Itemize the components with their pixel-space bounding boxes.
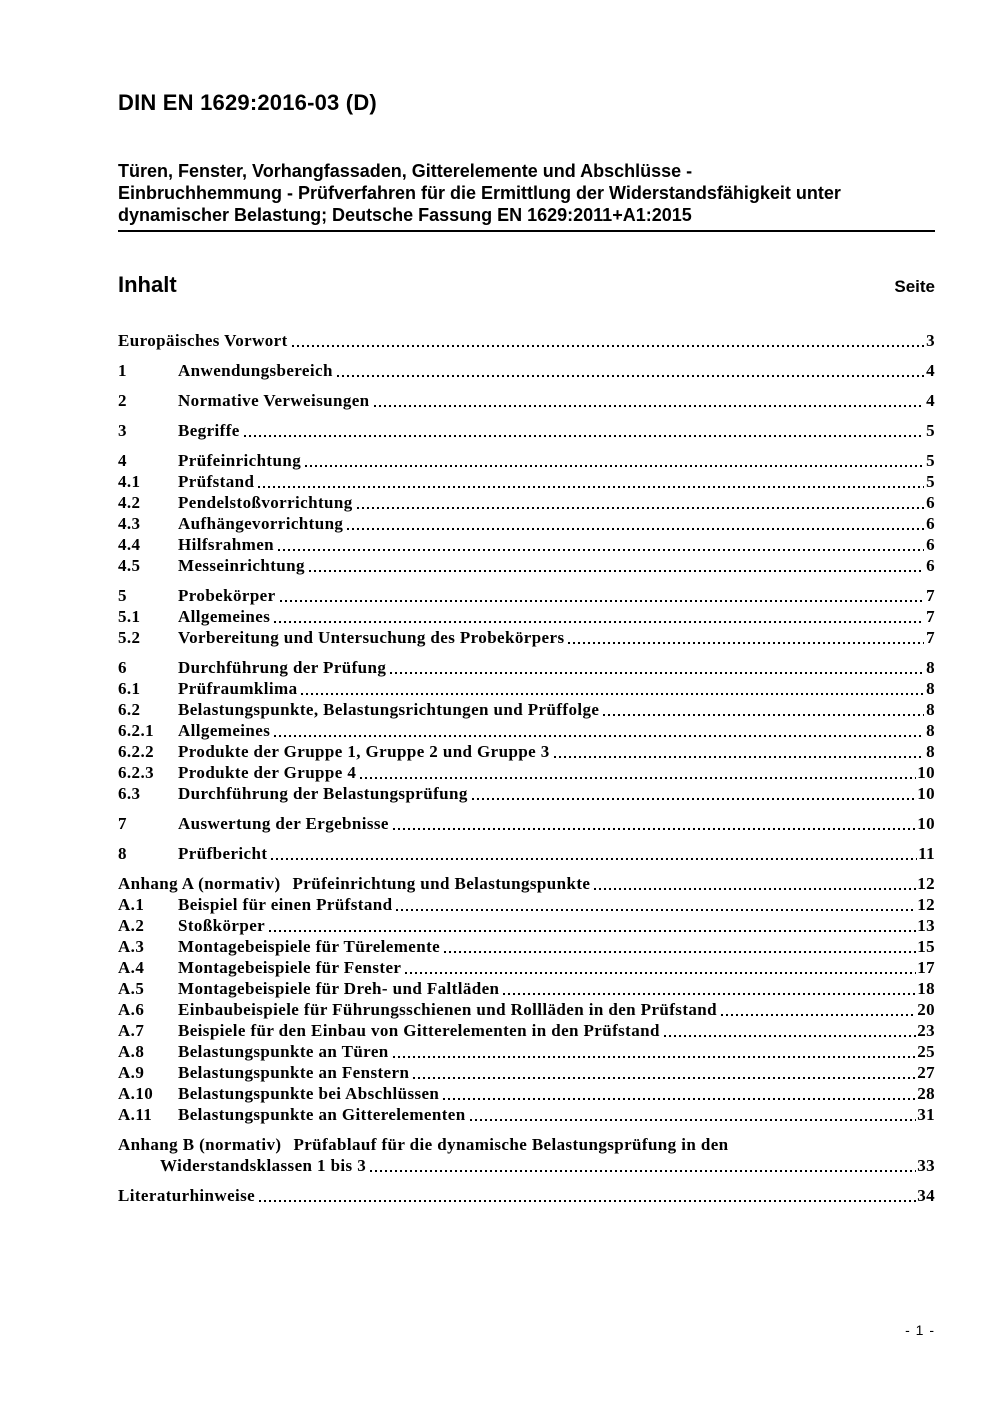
toc-entry-page: 10 bbox=[917, 784, 935, 803]
toc-entry-page: 28 bbox=[917, 1084, 935, 1103]
toc-entry-line bbox=[118, 783, 935, 804]
toc-entry bbox=[118, 783, 935, 804]
toc-entry-number: A.9 bbox=[118, 1063, 145, 1082]
toc-entry-line bbox=[118, 450, 935, 471]
toc-entry-line bbox=[118, 894, 935, 915]
dot-leader bbox=[301, 693, 924, 695]
toc-entry bbox=[118, 360, 935, 381]
dot-leader bbox=[413, 1077, 916, 1079]
toc-entry-page: 17 bbox=[917, 958, 935, 977]
dot-leader bbox=[278, 549, 924, 551]
toc-entry-line bbox=[118, 606, 935, 627]
toc-entry bbox=[118, 873, 935, 894]
toc-entry-title: Anwendungsbereich bbox=[178, 361, 333, 380]
dot-leader bbox=[390, 672, 924, 674]
document-code: DIN EN 1629:2016-03 (D) bbox=[118, 90, 377, 115]
toc-entry-number: 6 bbox=[118, 658, 127, 677]
header-divider bbox=[118, 230, 935, 232]
toc-entry-page: 8 bbox=[926, 679, 935, 698]
toc-entry bbox=[118, 1104, 935, 1125]
toc-entry-number: A.10 bbox=[118, 1084, 154, 1103]
toc-entry-line bbox=[118, 999, 935, 1020]
toc-entry bbox=[118, 915, 935, 936]
toc-entry-page: 5 bbox=[926, 421, 935, 440]
toc-entry-line bbox=[118, 1104, 935, 1125]
toc-entry bbox=[118, 678, 935, 699]
document-title bbox=[118, 160, 935, 226]
toc-entry-number: A.6 bbox=[118, 1000, 145, 1019]
toc-entry-line bbox=[118, 699, 935, 720]
toc-entry-line bbox=[118, 1020, 935, 1041]
toc-entry-title: Prüfablauf für die dynamische Belastungsprüfung in den bbox=[293, 1135, 729, 1154]
toc-entry bbox=[118, 330, 935, 351]
toc-entry-number: 4.2 bbox=[118, 493, 141, 512]
toc-entry-line bbox=[118, 678, 935, 699]
dot-leader bbox=[274, 735, 924, 737]
dot-leader bbox=[347, 528, 924, 530]
toc-entry-title: Montagebeispiele für Türelemente bbox=[178, 937, 441, 956]
toc-entry-line bbox=[118, 585, 935, 606]
toc-entry bbox=[118, 606, 935, 627]
toc-entry-page: 8 bbox=[926, 721, 935, 740]
page-number: - 1 - bbox=[905, 1322, 935, 1338]
toc-entry bbox=[118, 936, 935, 957]
dot-leader bbox=[292, 345, 924, 347]
toc-entry bbox=[118, 1134, 935, 1176]
toc-entry-line bbox=[118, 330, 935, 351]
toc-entry-title: Probekörper bbox=[178, 586, 276, 605]
dot-leader bbox=[503, 993, 916, 995]
toc-entry-page: 18 bbox=[917, 979, 935, 998]
toc-entry-page: 6 bbox=[926, 493, 935, 512]
toc-entry-number: 6.1 bbox=[118, 679, 141, 698]
toc-entry-page: 20 bbox=[917, 1000, 935, 1019]
document-title-line: Türen, Fenster, Vorhangfassaden, Gitterelemente und Abschlüsse - bbox=[118, 161, 693, 181]
dot-leader bbox=[259, 1200, 916, 1202]
toc-entry-page: 4 bbox=[926, 361, 935, 380]
toc-entry bbox=[118, 720, 935, 741]
toc-entry-line bbox=[118, 843, 935, 864]
toc-entry bbox=[118, 762, 935, 783]
toc-entry bbox=[118, 471, 935, 492]
toc-entry-title: Produkte der Gruppe 1, Gruppe 2 und Gruppe 3 bbox=[178, 742, 550, 761]
toc-entry-title: Messeinrichtung bbox=[178, 556, 305, 575]
toc-entry-line bbox=[118, 915, 935, 936]
toc-entry bbox=[118, 699, 935, 720]
toc-entry-number: 5.2 bbox=[118, 628, 141, 647]
toc-entry-title: Montagebeispiele für Dreh- und Faltläden bbox=[178, 979, 500, 998]
toc-entry-title: Normative Verweisungen bbox=[178, 391, 370, 410]
toc-entry-line bbox=[118, 720, 935, 741]
toc-entry-title: Belastungspunkte an Fenstern bbox=[178, 1063, 410, 1082]
toc-entry-number: 5 bbox=[118, 586, 127, 605]
toc-entry-page: 6 bbox=[926, 535, 935, 554]
toc-entry-number: 6.2.2 bbox=[118, 742, 154, 761]
toc-entry-title: Belastungspunkte an Gitterelementen bbox=[178, 1105, 466, 1124]
toc-entry bbox=[118, 420, 935, 441]
toc-entry-page: 4 bbox=[926, 391, 935, 410]
toc-entry bbox=[118, 1041, 935, 1062]
page-column-label: Seite bbox=[894, 277, 935, 296]
toc-entry-line bbox=[118, 978, 935, 999]
dot-leader bbox=[360, 777, 916, 779]
toc-entry-page: 5 bbox=[926, 451, 935, 470]
toc-entry-number: A.8 bbox=[118, 1042, 145, 1061]
toc-entry-page: 7 bbox=[926, 586, 935, 605]
toc-entry-page: 33 bbox=[917, 1156, 935, 1175]
toc-entry-page: 11 bbox=[918, 844, 935, 863]
toc-entry bbox=[118, 813, 935, 834]
toc-entry-page: 23 bbox=[917, 1021, 935, 1040]
toc-entry-number: 6.2 bbox=[118, 700, 141, 719]
toc-entry bbox=[118, 894, 935, 915]
toc-entry bbox=[118, 492, 935, 513]
toc-entry-title: Literaturhinweise bbox=[118, 1186, 256, 1205]
toc-entry-number: 6.3 bbox=[118, 784, 141, 803]
toc-entry-number: 2 bbox=[118, 391, 127, 410]
toc-entry-title: Beispiel für einen Prüfstand bbox=[178, 895, 393, 914]
toc-entry-number: A.5 bbox=[118, 979, 145, 998]
toc-entry-line bbox=[118, 936, 935, 957]
dot-leader bbox=[594, 888, 916, 890]
toc-entry-page: 8 bbox=[926, 658, 935, 677]
toc-entry bbox=[118, 390, 935, 411]
toc-entry-line bbox=[118, 762, 935, 783]
toc-entry-page: 12 bbox=[917, 895, 935, 914]
toc-entry-number: 6.2.3 bbox=[118, 763, 154, 782]
toc-entry bbox=[118, 1083, 935, 1104]
toc-entry-title: Prüfstand bbox=[178, 472, 255, 491]
toc-entry-title: Produkte der Gruppe 4 bbox=[178, 763, 357, 782]
toc-entry-title: Vorbereitung und Untersuchung des Probekörpers bbox=[178, 628, 565, 647]
dot-leader bbox=[603, 714, 924, 716]
toc-entry-title: Allgemeines bbox=[178, 607, 271, 626]
dot-leader bbox=[721, 1014, 916, 1016]
toc-entry-title: Beispiele für den Einbau von Gitterelementen in den Prüfstand bbox=[178, 1021, 660, 1040]
toc-entry-title: Durchführung der Prüfung bbox=[178, 658, 387, 677]
toc-entry-title: Stoßkörper bbox=[178, 916, 266, 935]
toc-entry bbox=[118, 450, 935, 471]
toc-entry bbox=[118, 534, 935, 555]
toc-entry-page: 34 bbox=[917, 1186, 935, 1205]
toc-entry-number: 6.2.1 bbox=[118, 721, 154, 740]
toc-entry-continuation-line bbox=[118, 1155, 935, 1176]
dot-leader bbox=[271, 858, 917, 860]
toc-entry-title-continuation: Widerstandsklassen 1 bis 3 bbox=[160, 1156, 367, 1175]
toc-entry-line bbox=[118, 534, 935, 555]
toc-entry-line bbox=[118, 1134, 935, 1155]
toc-entry-number: A.4 bbox=[118, 958, 145, 977]
toc-entry-page: 10 bbox=[917, 763, 935, 782]
toc-entry-line bbox=[118, 1062, 935, 1083]
toc-header-row bbox=[118, 272, 935, 298]
toc-entry-page: 27 bbox=[917, 1063, 935, 1082]
toc-entry-number: 4 bbox=[118, 451, 127, 470]
toc-entry-number: 4.4 bbox=[118, 535, 141, 554]
toc-entry-page: 12 bbox=[917, 874, 935, 893]
dot-leader bbox=[269, 930, 916, 932]
toc-entry-number: A.2 bbox=[118, 916, 145, 935]
toc-entry-page: 31 bbox=[917, 1105, 935, 1124]
toc-entry bbox=[118, 741, 935, 762]
dot-leader bbox=[443, 1098, 916, 1100]
dot-leader bbox=[405, 972, 916, 974]
toc-entry-title: Europäisches Vorwort bbox=[118, 331, 288, 350]
document-title-line: dynamischer Belastung; Deutsche Fassung EN 1629:2011+A1:2015 bbox=[118, 205, 692, 225]
toc-entry-number: 5.1 bbox=[118, 607, 141, 626]
toc-heading: Inhalt bbox=[118, 272, 177, 297]
toc-entry-title: Belastungspunkte bei Abschlüssen bbox=[178, 1084, 440, 1103]
toc-entry-title: Pendelstoßvorrichtung bbox=[178, 493, 353, 512]
dot-leader bbox=[374, 405, 924, 407]
toc-entry-page: 25 bbox=[917, 1042, 935, 1061]
dot-leader bbox=[444, 951, 916, 953]
toc-entry-line bbox=[118, 360, 935, 381]
toc-entry-line bbox=[118, 813, 935, 834]
dot-leader bbox=[568, 642, 924, 644]
dot-leader bbox=[274, 621, 924, 623]
toc-entry-line bbox=[118, 627, 935, 648]
toc-entry-title: Prüfeinrichtung und Belastungspunkte bbox=[292, 874, 591, 893]
toc-entry-number: 3 bbox=[118, 421, 127, 440]
toc-list bbox=[118, 330, 935, 1206]
dot-leader bbox=[396, 909, 916, 911]
dot-leader bbox=[280, 600, 924, 602]
dot-leader bbox=[258, 486, 924, 488]
toc-entry-page: 7 bbox=[926, 607, 935, 626]
toc-entry-line bbox=[118, 741, 935, 762]
toc-entry-title: Auswertung der Ergebnisse bbox=[178, 814, 389, 833]
toc-entry-number: 8 bbox=[118, 844, 127, 863]
toc-entry-line bbox=[118, 390, 935, 411]
toc-entry-page: 6 bbox=[926, 514, 935, 533]
toc-entry bbox=[118, 555, 935, 576]
toc-entry bbox=[118, 978, 935, 999]
toc-entry-annex-label: Anhang A (normativ) bbox=[118, 874, 281, 893]
toc-entry-number: 7 bbox=[118, 814, 127, 833]
toc-entry-title: Montagebeispiele für Fenster bbox=[178, 958, 402, 977]
toc-entry-line bbox=[118, 420, 935, 441]
toc-entry-number: 4.1 bbox=[118, 472, 141, 491]
toc-entry-line bbox=[118, 1041, 935, 1062]
toc-entry bbox=[118, 1062, 935, 1083]
toc-entry bbox=[118, 1185, 935, 1206]
toc-entry bbox=[118, 957, 935, 978]
toc-entry-title: Einbaubeispiele für Führungsschienen und Rollläden in den Prüfstand bbox=[178, 1000, 717, 1019]
dot-leader bbox=[664, 1035, 916, 1037]
toc-entry-title: Belastungspunkte an Türen bbox=[178, 1042, 389, 1061]
toc-entry-page: 6 bbox=[926, 556, 935, 575]
document-title-line: Einbruchhemmung - Prüfverfahren für die Ermittlung der Widerstandsfähigkeit unter bbox=[118, 183, 841, 203]
toc-entry-page: 15 bbox=[917, 937, 935, 956]
toc-entry-title: Hilfsrahmen bbox=[178, 535, 275, 554]
toc-entry-page: 8 bbox=[926, 742, 935, 761]
toc-entry-title: Belastungspunkte, Belastungsrichtungen und Prüffolge bbox=[178, 700, 600, 719]
toc-entry-page: 8 bbox=[926, 700, 935, 719]
dot-leader bbox=[357, 507, 924, 509]
toc-entry-page: 5 bbox=[926, 472, 935, 491]
dot-leader bbox=[393, 1056, 917, 1058]
toc-entry-title: Begriffe bbox=[178, 421, 240, 440]
toc-entry-title: Durchführung der Belastungsprüfung bbox=[178, 784, 468, 803]
toc-entry-number: A.1 bbox=[118, 895, 145, 914]
dot-leader bbox=[393, 828, 916, 830]
toc-entry-number: A.11 bbox=[118, 1105, 153, 1124]
toc-entry-annex-label: Anhang B (normativ) bbox=[118, 1135, 282, 1154]
toc-entry-page: 13 bbox=[917, 916, 935, 935]
toc-entry-number: A.7 bbox=[118, 1021, 145, 1040]
toc-entry-title: Prüfraumklima bbox=[178, 679, 298, 698]
toc-entry-number: 4.5 bbox=[118, 556, 141, 575]
dot-leader bbox=[244, 435, 924, 437]
toc-entry-title: Aufhängevorrichtung bbox=[178, 514, 344, 533]
toc-entry bbox=[118, 1020, 935, 1041]
toc-entry bbox=[118, 999, 935, 1020]
toc-entry-line bbox=[118, 492, 935, 513]
dot-leader bbox=[472, 798, 916, 800]
toc-entry-page: 3 bbox=[926, 331, 935, 350]
toc-entry bbox=[118, 585, 935, 606]
toc-entry-line bbox=[118, 471, 935, 492]
dot-leader bbox=[337, 375, 924, 377]
toc-entry-number: 1 bbox=[118, 361, 127, 380]
toc-entry-line bbox=[118, 957, 935, 978]
toc-entry bbox=[118, 627, 935, 648]
toc-entry bbox=[118, 657, 935, 678]
toc-entry-title: Allgemeines bbox=[178, 721, 271, 740]
toc-entry-line bbox=[118, 1083, 935, 1104]
toc-entry-page: 10 bbox=[917, 814, 935, 833]
toc-entry-line bbox=[118, 873, 935, 894]
toc-entry-title: Prüfeinrichtung bbox=[178, 451, 302, 470]
dot-leader bbox=[370, 1170, 916, 1172]
toc-entry-line bbox=[118, 513, 935, 534]
toc-entry-line bbox=[118, 555, 935, 576]
toc-entry-title: Prüfbericht bbox=[178, 844, 268, 863]
toc-entry-line bbox=[118, 1185, 935, 1206]
dot-leader bbox=[309, 570, 924, 572]
toc-entry-number: 4.3 bbox=[118, 514, 141, 533]
toc-entry-number: A.3 bbox=[118, 937, 145, 956]
dot-leader bbox=[554, 756, 924, 758]
toc-entry bbox=[118, 843, 935, 864]
toc-entry-line bbox=[118, 657, 935, 678]
dot-leader bbox=[470, 1119, 917, 1121]
toc-entry bbox=[118, 513, 935, 534]
toc-entry-page: 7 bbox=[926, 628, 935, 647]
dot-leader bbox=[305, 465, 924, 467]
